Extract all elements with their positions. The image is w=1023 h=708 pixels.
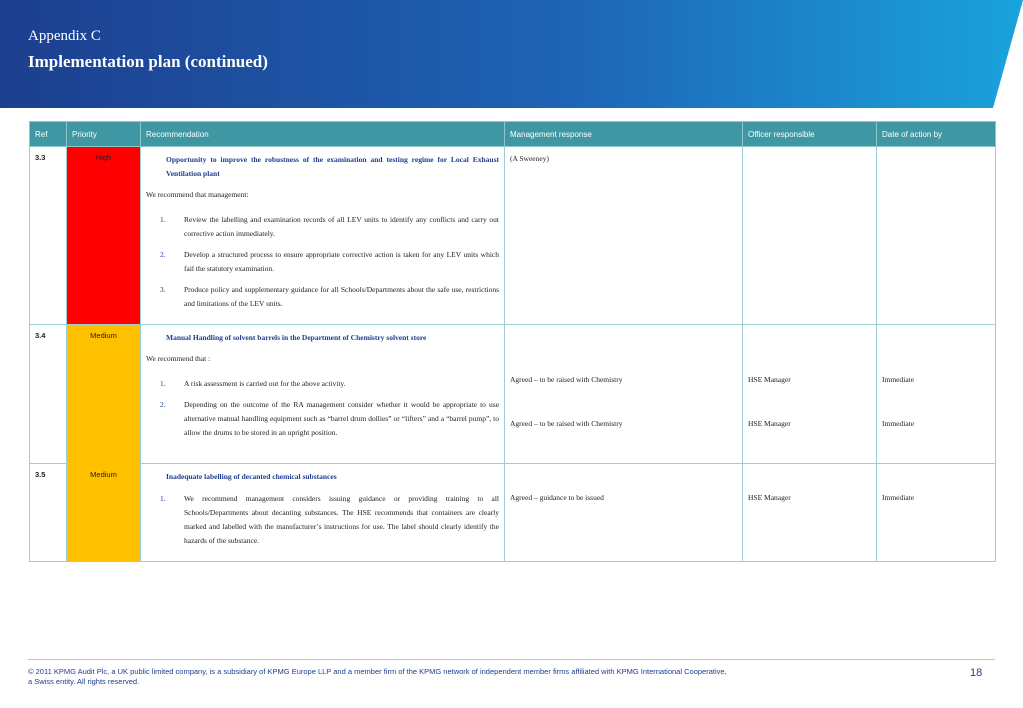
recommendation-cell	[141, 325, 505, 464]
list-item: 2. Develop a structured process to ensure appropriate corrective action is taken for any LEV units which fail the statutory examination.	[160, 250, 499, 273]
header-banner	[0, 0, 1023, 108]
priority-badge-high: High	[67, 147, 141, 325]
recommendation-list	[160, 492, 499, 548]
officer-cell: HSE Manager HSE Manager	[743, 325, 877, 464]
recommendation-title: Opportunity to improve the robustness of the examination and testing regime for Local Exhaust Ventilation plant	[166, 155, 499, 178]
list-item: 1. A risk assessment is carried out for the above activity.	[160, 379, 346, 388]
date-cell: Immediate Immediate	[877, 325, 996, 464]
officer-cell: HSE Manager	[743, 464, 877, 562]
page-number: 18	[970, 667, 983, 679]
footer-divider	[28, 659, 995, 660]
recommendation-list	[160, 213, 499, 311]
recommendation-intro: We recommend that management:	[146, 190, 249, 199]
appendix-label: Appendix C	[28, 28, 101, 44]
column-header-recommendation: Recommendation	[141, 122, 505, 147]
table-row	[30, 464, 996, 562]
row-ref: 3.5	[30, 464, 67, 562]
column-header-priority: Priority	[67, 122, 141, 147]
row-ref: 3.3	[30, 147, 67, 325]
management-response-cell: (A Sweeney)	[505, 147, 743, 325]
recommendation-title: Inadequate labelling of decanted chemical substances	[166, 472, 337, 481]
recommendation-cell	[141, 147, 505, 325]
management-response-cell: Agreed – to be raised with Chemistry Agreed – to be raised with Chemistry	[505, 325, 743, 464]
list-item: 1. Review the labelling and examination records of all LEV units to identify any conflicts and carry out corrective action immediately.	[160, 215, 499, 238]
table-header-row	[30, 122, 996, 147]
list-item: 1. We recommend management considers issuing guidance or providing training to all Schools/Departments about decanting substances. The HSE recommends that containers are clearly marked and labelled with the manufacturer’s instructions for use. The label should clearly identify the hazards of the substance.	[160, 494, 499, 545]
column-header-ref: Ref	[30, 122, 67, 147]
priority-badge-medium: Medium	[67, 464, 141, 562]
recommendation-list	[160, 377, 499, 440]
table-row	[30, 147, 996, 325]
recommendation-cell	[141, 464, 505, 562]
column-header-management-response: Management response	[505, 122, 743, 147]
recommendation-title: Manual Handling of solvent barrels in the Department of Chemistry solvent store	[166, 333, 427, 342]
list-item: 3. Produce policy and supplementary guidance for all Schools/Departments about the safe use, restrictions and limitations of the LEV units.	[160, 285, 499, 308]
officer-cell	[743, 147, 877, 325]
footer-copyright: © 2011 KPMG Audit Plc, a UK public limited company, is a subsidiary of KPMG Europe LLP and a member firm of the KPMG network of independent member firms affiliated with KPMG International Cooperative, a Swiss entity. All rights reserved.	[28, 667, 727, 686]
priority-badge-medium: Medium	[67, 325, 141, 464]
column-header-date-of-action: Date of action by	[877, 122, 996, 147]
management-response-cell: Agreed – guidance to be issued	[505, 464, 743, 562]
list-item: 2. Depending on the outcome of the RA management consider whether it would be appropriate to use alternative manual handling equipment such as “barrel drum dollies” or “lifters” and a “barrel pump”, to allow the drums to be stored in an upright position.	[160, 400, 499, 437]
column-header-officer-responsible: Officer responsible	[743, 122, 877, 147]
table-row	[30, 325, 996, 464]
page-title: Implementation plan (continued)	[28, 52, 268, 71]
recommendation-intro: We recommend that :	[146, 354, 211, 363]
implementation-plan-table	[29, 121, 996, 562]
date-cell: Immediate	[877, 464, 996, 562]
row-ref: 3.4	[30, 325, 67, 464]
date-cell	[877, 147, 996, 325]
